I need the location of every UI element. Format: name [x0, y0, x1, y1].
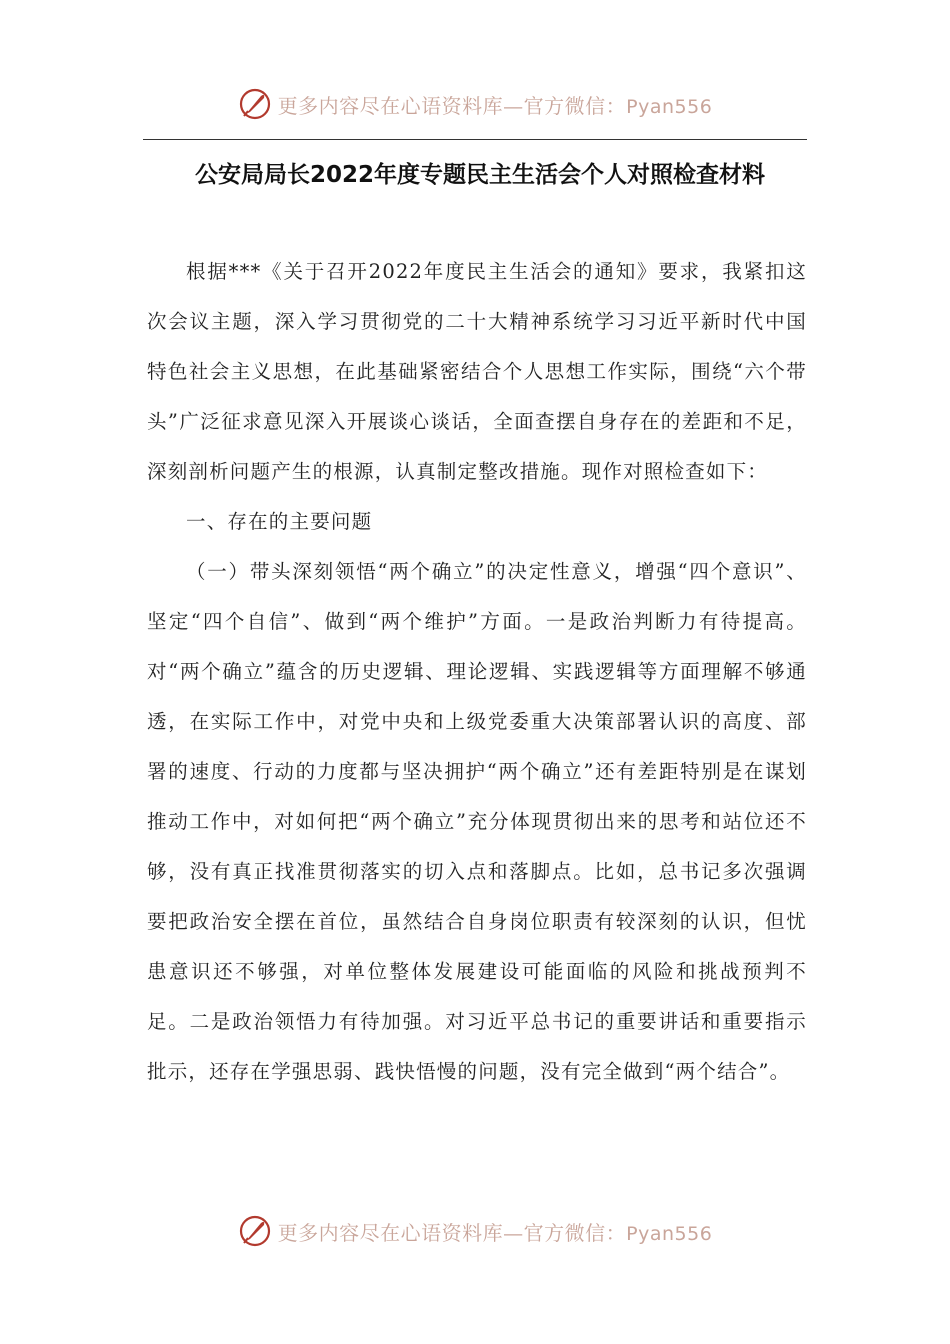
document-body	[147, 247, 807, 1097]
intro-paragraph: 根据***《关于召开2022年度民主生活会的通知》要求，我紧扣这次会议主题，深入学习贯彻党的二十大精神系统学习习近平新时代中国特色社会主义思想，在此基础紧密结合个人思想工作实际，围绕“六个带头”广泛征求意见深入开展谈心谈话，全面查摆自身存在的差距和不足，深刻剖析问题产生的根源，认真制定整改措施。现作对照检查如下：	[147, 260, 807, 483]
body-paragraph-1: （一）带头深刻领悟“两个确立”的决定性意义，增强“四个意识”、坚定“四个自信”、做到“两个维护”方面。一是政治判断力有待提高。对“两个确立”蕴含的历史逻辑、理论逻辑、实践逻辑等方面理解不够通透，在实际工作中，对党中央和上级党委重大决策部署认识的高度、部署的速度、行动的力度都与坚决拥护“两个确立”还有差距特别是在谋划推动工作中，对如何把“两个确立”充分体现贯彻出来的思考和站位还不够，没有真正找准贯彻落实的切入点和落脚点。比如，总书记多次强调要把政治安全摆在首位，虽然结合自身岗位职责有较深刻的认识，但忧患意识还不够强，对单位整体发展建设可能面临的风险和挑战预判不足。二是政治领悟力有待加强。对习近平总书记的重要讲话和重要指示批示，还存在学强思弱、践快悟慢的问题，没有完全做到“两个结合”。	[147, 560, 807, 1083]
document-title: 公安局局长2022年度专题民主生活会个人对照检查材料	[194, 162, 765, 188]
banner-wechat-id: Pyan556	[626, 95, 713, 118]
section-heading: 一、存在的主要问题	[186, 510, 373, 533]
banner-text: 更多内容尽在心语资料库—官方微信：Pyan556	[277, 93, 713, 118]
header-divider	[143, 139, 807, 140]
header-watermark-banner	[0, 84, 950, 124]
feather-pen-logo-icon	[238, 87, 272, 121]
banner-wechat-id: Pyan556	[626, 1222, 713, 1245]
footer-watermark-banner	[0, 1211, 950, 1251]
feather-pen-logo-icon	[238, 1214, 272, 1248]
banner-text: 更多内容尽在心语资料库—官方微信：Pyan556	[277, 1220, 713, 1245]
